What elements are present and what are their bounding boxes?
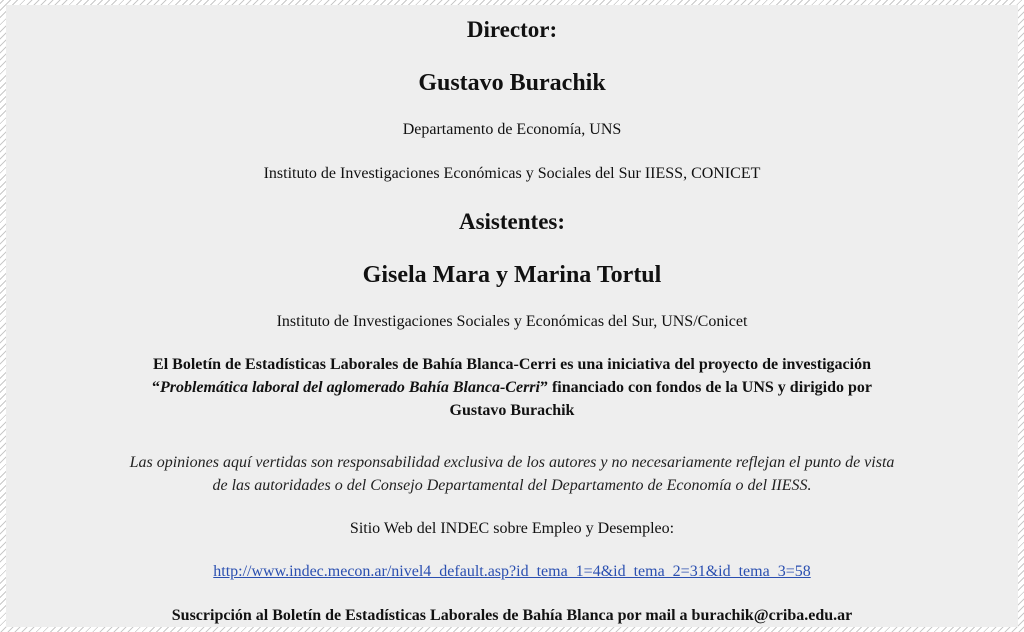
assistants-heading: Asistentes: [458,209,566,234]
indec-label: Sitio Web del INDEC sobre Empleo y Desempleo: [349,520,675,537]
director-affiliation-institute: Instituto de Investigaciones Económicas y Sociales del Sur IIESS, CONICET [263,165,761,182]
bulletin-description-line-1: El Boletín de Estadísticas Laborales de Bahía Blanca-Cerri es una iniciativa del proyecto de investigación [153,356,871,373]
bulletin-description [6,353,1018,422]
bulletin-description-line-3: Gustavo Burachik [449,402,575,419]
disclaimer-line-1: Las opiniones aquí vertidas son responsabilidad exclusiva de los autores y no necesariamente reflejan el punto de vista [129,454,895,471]
bulletin-description-line-2 [6,376,1018,399]
subscription-text: Suscripción al Boletín de Estadísticas Laborales de Bahía Blanca por mail a burachik@criba.edu.ar [171,607,853,624]
project-title: Problemática laboral del aglomerado Bahía Blanca-Cerri [159,379,540,396]
indec-link-row [6,562,1018,582]
quote-open: “ [151,379,160,396]
director-name: Gustavo Burachik [418,70,606,96]
credits-panel [6,5,1018,627]
assistants-affiliation: Instituto de Investigaciones Sociales y Económicas del Sur, UNS/Conicet [276,313,748,330]
bulletin-description-line-2-rest: ” financiado con fondos de la UNS y dirigido por [539,379,873,396]
disclaimer [6,451,1018,497]
disclaimer-line-2: de las autoridades o del Consejo Departamental del Departamento de Economía o del IIESS. [212,477,812,494]
indec-link[interactable]: http://www.indec.mecon.ar/nivel4_default.asp?id_tema_1=4&id_tema_2=31&id_tema_3=58 [213,563,811,580]
director-affiliation-department: Departamento de Economía, UNS [402,121,622,138]
assistants-names: Gisela Mara y Marina Tortul [362,262,662,288]
director-heading: Director: [466,17,558,42]
